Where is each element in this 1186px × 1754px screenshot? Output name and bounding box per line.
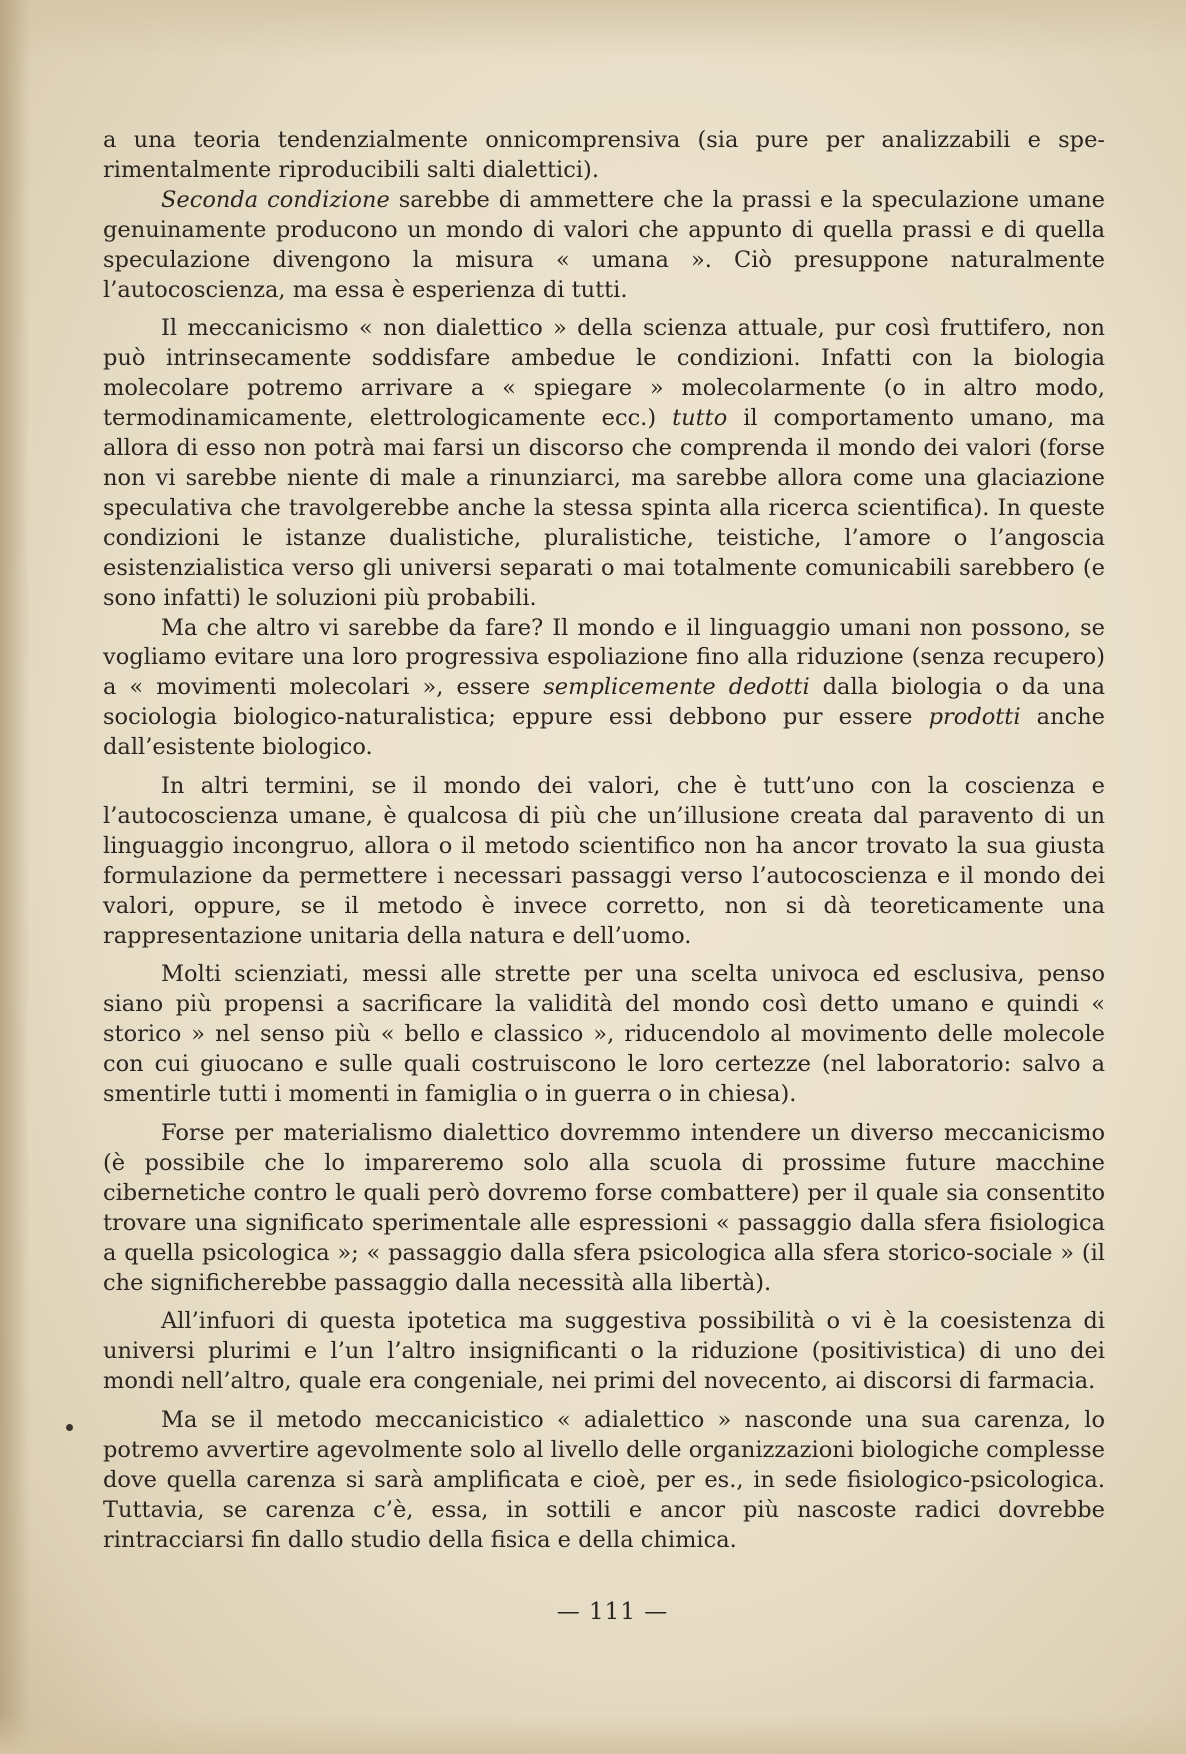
paragraph-8: [103, 1307, 1105, 1397]
paragraph-1: [103, 126, 1105, 186]
text-run: Ma che altro vi sarebbe da fare? Il mondo e il linguaggio umani non possono, se vogliamo evitare una loro progressiva espoliazione fino alla riduzione (senza recupero) a « movimenti molecolari », essere: [103, 614, 1105, 701]
paragraph-4: [103, 614, 1105, 764]
page-number-value: 111: [589, 1599, 636, 1625]
text-run: dalla biologia o da una sociologia biologico-naturalistica; eppure essi debbono pur essere: [103, 674, 1106, 731]
italic-run: prodotti: [928, 704, 1021, 731]
page-shadow-left: [0, 0, 30, 1754]
text-run: In altri termini, se il mondo dei valori, che è tutt’uno con la coscienza e l’autocoscienza umane, è qualcosa di più che un’illusione creata dal paravento di un linguaggio incongruo, allora o il metodo scientifico non ha ancor trovato la sua giusta formulazione da permettere i necessari passaggi verso l’autocoscienza e il mondo dei valori, oppure, se il metodo è invece corretto, non si dà teoreticamente una rappresentazione unitaria della natura e dell’uomo.: [103, 773, 1105, 949]
text-run: Molti scienziati, messi alle strette per una scelta univoca ed esclusiva, penso siano più propensi a sacrificare la validità del mondo così detto umano e quindi « storico » nel senso più « bello e classico », riducendolo al movimento delle molecole con cui giuocano e sulle quali costruiscono le loro certezze (nel laboratorio: salvo a smentirle tutti i momenti in famiglia o in guerra o in chiesa).: [103, 961, 1105, 1108]
text-run: Il meccanicismo « non dialettico » della scienza attuale, pur così fruttifero, non può intrinsecamente soddisfare ambedue le condizioni. Infatti con la biologia molecolare potremo arrivare a « spiegare » molecolarmente (o in altro modo, termodinamicamente, elettrologicamente ecc.): [103, 315, 1105, 432]
paragraph-6: [103, 960, 1105, 1110]
body-text: [103, 126, 1105, 1556]
paragraph-5: [103, 772, 1105, 951]
text-run: anche dall’esistente biologico.: [103, 704, 1105, 761]
text-run: sarebbe di ammettere che la prassi e la speculazione umane genuinamente producono un mondo di valori che appunto di quella prassi e di quella speculazione divengono la misura « umana ». Ciò presuppone naturalmente l’autocoscienza, ma essa è esperienza di tutti.: [103, 186, 1105, 303]
italic-run: semplicemente dedotti: [543, 674, 810, 701]
italic-run: tutto: [672, 405, 728, 432]
page-number: [540, 1599, 685, 1625]
folio-dash-left: —: [556, 1599, 581, 1625]
paragraph-2: [103, 186, 1105, 306]
margin-dot: [66, 1424, 73, 1431]
paragraph-7: [103, 1119, 1105, 1298]
text-run: Ma se il metodo meccanicistico « adialettico » nasconde una sua carenza, lo potremo avvertire agevolmente solo al livello delle organizzazioni biologiche complesse dove quella carenza si sarà amplificata e cioè, per es., in sede fisiologico-psicologica. Tuttavia, se carenza c’è, essa, in sottili e ancor più nascoste radici dovrebbe rintracciarsi fin dallo studio della fisica e della chimica.: [103, 1407, 1105, 1553]
text-run: a una teoria tendenzialmente onnicomprensiva (sia pure per analizzabili e sperimentalmente riproducibili salti dialettici).: [103, 127, 1105, 183]
folio-dash-right: —: [644, 1599, 669, 1625]
page-shadow-bottom: [0, 1714, 1186, 1754]
text-run: Forse per materialismo dialettico dovremmo intendere un diverso meccanicismo (è possibile che lo impareremo solo alla scuola di prossime future macchine cibernetiche contro le quali però dovremo forse combattere) per il quale sia consentito trovare una significato sperimentale alle espressioni « passaggio dalla sfera fisiologica a quella psicologica »; « passaggio dalla sfera psicologica alla sfera storico-sociale » (il che significherebbe passaggio dalla necessità alla libertà).: [103, 1120, 1105, 1296]
paragraph-3: [103, 314, 1105, 613]
paragraph-9: [103, 1406, 1105, 1556]
italic-run: Seconda condizione: [161, 186, 390, 213]
text-run: All’infuori di questa ipotetica ma suggestiva possibilità o vi è la coesistenza di universi plurimi e l’un l’altro insignificanti o la riduzione (positivistica) di uno dei mondi nell’altro, quale era congeniale, nei primi del novecento, ai discorsi di farmacia.: [103, 1308, 1105, 1395]
page-shadow-top: [0, 0, 1186, 60]
text-run: il comportamento umano, ma allora di esso non potrà mai farsi un discorso che comprenda il mondo dei valori (forse non vi sarebbe niente di male a rinunziarci, ma sarebbe allora come una glaciazione speculativa che travolgerebbe anche la stessa spinta alla ricerca scientifica). In queste condizioni le istanze dualistiche, pluralistiche, teistiche, l’amore o l’angoscia esistenzialistica verso gli universi separati o mai totalmente comunicabili sarebbero (e sono infatti) le soluzioni più probabili.: [103, 405, 1106, 611]
